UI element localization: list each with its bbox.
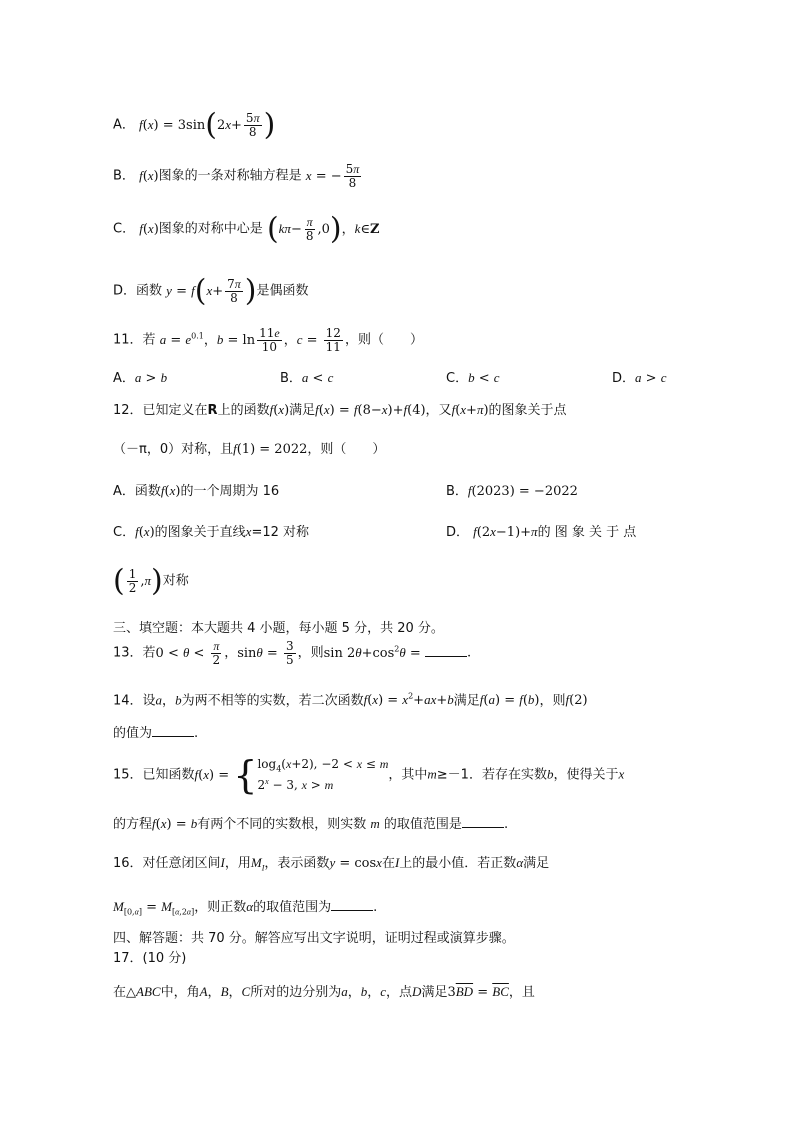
q10-a-formula: f(x) = 3sin(2x+ $\frac{5\pi}{8}$ ) xyxy=(139,107,276,142)
q15-stem-line1 xyxy=(113,753,625,798)
q11-opt-d-label: D． xyxy=(612,371,636,386)
q12-opt-d xyxy=(446,524,636,541)
q14-text2: 满足 xyxy=(453,693,480,709)
q11-formula: $a = e^{0.1}$，b = ln $\frac{11e}{10}$ ，c = $\frac{12}{11}$ xyxy=(159,326,341,354)
q16-answer-blank[interactable] xyxy=(331,898,373,911)
q17-text5: 满足 xyxy=(421,985,448,1000)
q17-A: A xyxy=(199,984,208,999)
q17-text1: 在 xyxy=(113,985,127,1000)
q12-f1: f(1) = 2022 xyxy=(233,441,308,457)
q16-stem-line1: 16．对任意闭区间I，用$M_I$，表示函数y = cosx在I上的最小值．若正数α满足 xyxy=(113,855,550,873)
q14-f2: f(2) xyxy=(565,692,588,709)
q13-answer-blank[interactable] xyxy=(425,644,467,657)
q13-expr: $\sin 2\theta+\cos^2\theta$ = xyxy=(323,644,425,661)
q12-opt-b xyxy=(446,483,578,500)
q17-text4: ，点 xyxy=(386,985,413,1000)
q10-b-label: B． xyxy=(113,168,135,184)
q15-x: x xyxy=(618,766,625,782)
q14-a: a xyxy=(155,692,163,708)
q14-line2b: . xyxy=(194,726,199,741)
q11-lead: 11．若 xyxy=(113,332,156,348)
section-3-heading: 三、填空题：本大题共 4 小题，每小题 5 分，共 20 分。 xyxy=(113,621,444,636)
q17-text2: 中，角 xyxy=(160,985,200,1000)
q17-D: D xyxy=(412,984,422,999)
q14-fx: $f(x) = x^2+ax+b$ xyxy=(363,692,454,709)
q11-opt-a-label: A． xyxy=(113,371,135,386)
q10-option-c xyxy=(113,211,380,246)
q15-line2c: 的取值范围是 xyxy=(383,817,462,832)
q10-c-fx: f(x) xyxy=(139,220,159,237)
q11-opt-d: D．a > c xyxy=(612,370,667,386)
q12-opt-c-x: x xyxy=(245,524,252,539)
q12-opt-d-text: 的 图 象 关 于 点 xyxy=(537,525,637,540)
q10-a-label: A． xyxy=(113,117,135,133)
q12-fx: f(x) xyxy=(269,402,290,418)
q16-cond: $M_{[0,\alpha]} = M_{[\alpha,2\alpha]}$ xyxy=(113,899,195,917)
q16-alpha: α xyxy=(516,855,524,870)
q12-opt-d-label: D． xyxy=(446,525,470,540)
q11-opt-c-label: C． xyxy=(446,371,469,386)
q16-line2b: 的取值范围为 xyxy=(253,900,332,915)
q17-c: c xyxy=(380,984,387,999)
q17-b: b xyxy=(360,984,368,999)
q11-opt-b: B．a < c xyxy=(280,370,334,386)
q15-piecewise: $\log_4(x+2)$, −2 < x ≤ m $2^x - 3$, x > m xyxy=(257,757,389,793)
q15-fx: f(x) = xyxy=(194,766,234,783)
q12-opt-c-fx: f(x) xyxy=(135,524,155,540)
q16-stem-line2: $M_{[0,\alpha]} = M_{[\alpha,2\alpha]}$，则正数α的取值范围为 . xyxy=(113,899,378,917)
q17-vector-eq: $3\overline{BD} = \overline{BC}$ xyxy=(447,984,509,1000)
q16-text2: ，表示函数 xyxy=(264,856,330,871)
q17-triangle: △ABC xyxy=(126,984,161,999)
q12-stem-line1 xyxy=(113,402,567,419)
q10-option-b xyxy=(113,163,363,189)
q12-opt-a-text: 的一个周期为 16 xyxy=(180,484,280,499)
q12-opt-d-formula: f(2x−1)+π xyxy=(473,524,538,540)
q14-text1: 为两不相等的实数，若二次函数 xyxy=(181,693,364,709)
q13-lead: 13．若 xyxy=(113,645,156,661)
q12-text-f: 的图象关于点 xyxy=(488,403,567,418)
q10-b-fx: f(x) xyxy=(139,167,159,184)
q12-stem-line2 xyxy=(113,441,385,458)
q12-opt-a-fx: f(x) xyxy=(160,483,181,499)
q13-sin: sinθ = $\frac{3}{5}$ xyxy=(237,639,294,667)
q10-c-label: C． xyxy=(113,221,136,237)
q12-fxpi: f(x+π) xyxy=(451,402,489,418)
q14-text3: ，则 xyxy=(539,693,566,709)
q17-C: C xyxy=(241,984,251,999)
q11-opt-c: C．b < c xyxy=(446,370,500,386)
q16-I: I xyxy=(220,855,225,870)
q11-stem xyxy=(113,327,423,353)
q12-text-e: ，又 xyxy=(425,403,452,418)
q17-header: 17．(10 分) xyxy=(113,951,187,966)
q12-line2-b: ，则（ ） xyxy=(307,442,386,457)
q10-c-text: 图象的对称中心是 xyxy=(158,221,263,237)
q10-b-formula: x = − $\frac{5\pi}{8}$ xyxy=(305,162,360,190)
q12-text-c: 上的函数 xyxy=(217,403,270,418)
q15-tail2: ，使得关于 xyxy=(553,767,619,783)
q16-text4: 上的最小值．若正数 xyxy=(399,856,517,871)
q16-text1: ，用 xyxy=(224,856,251,871)
q10-d-tail: 是偶函数 xyxy=(256,283,309,299)
q10-d-formula: y = f(x+ $\frac{7\pi}{8}$ ) xyxy=(166,273,257,308)
q11-opt-b-label: B． xyxy=(280,371,302,386)
q14-b: b xyxy=(175,692,182,708)
q12-opt-b-formula: f(2023) = −2022 xyxy=(467,483,578,499)
q17-B: B xyxy=(220,984,229,999)
q12-opt-a xyxy=(113,483,279,500)
q16-lead: 16．对任意闭区间 xyxy=(113,856,221,871)
q15-lead: 15．已知函数 xyxy=(113,767,195,783)
q13-stem xyxy=(113,640,471,666)
q13-end: . xyxy=(466,645,472,661)
q17-a: a xyxy=(341,984,348,999)
q12-opt-c-tail: =12 对称 xyxy=(251,525,310,540)
q14-line2a: 的值为 xyxy=(113,726,153,741)
q16-text3: 在 xyxy=(381,856,395,871)
q10-b-text: 图象的一条对称轴方程是 xyxy=(158,168,302,184)
q10-d-label: D．函数 xyxy=(113,283,163,299)
q14-answer-blank[interactable] xyxy=(152,724,194,737)
q15-line2b: 有两个不同的实数根，则实数 xyxy=(197,817,367,832)
q16-MI: $M_I$ xyxy=(250,855,265,873)
q10-c-formula: (kπ− $\frac{\pi}{8}$ ,0)，k∈Z xyxy=(266,211,380,246)
q10-option-d xyxy=(113,273,309,308)
q15-b: b xyxy=(546,766,554,782)
q12-opt-d-cont xyxy=(113,563,189,598)
q12-opt-b-label: B． xyxy=(446,484,468,499)
q13-range: 0 < θ < $\frac{\pi}{2}$ xyxy=(155,639,221,667)
q12-R: R xyxy=(207,403,218,418)
q12-cont-text: 对称 xyxy=(162,573,189,589)
q16-text5: 满足 xyxy=(523,856,550,871)
q15-m: m xyxy=(427,766,437,782)
q15-stem-line2: 的方程f(x) = b有两个不同的实数根，则实数 m 的取值范围是 . xyxy=(113,816,509,832)
q12-lead: 12．已知定义在 xyxy=(113,403,208,418)
q12-opt-a-label: A．函数 xyxy=(113,484,161,499)
q15-cond: ≥－1．若存在实数 xyxy=(436,767,547,783)
q12-point: ( $\frac{1}{2}$ ,π) xyxy=(113,563,163,598)
q16-line2a: ，则正数 xyxy=(194,900,247,915)
q14-stem-line1 xyxy=(113,692,588,709)
q13-mid: ， xyxy=(224,645,238,661)
q11-tail: ，则（ ） xyxy=(344,332,423,348)
q12-opt-c xyxy=(113,524,309,541)
q10-option-a xyxy=(113,107,276,142)
q12-eq: f(x) = f(8−x)+f(4) xyxy=(315,402,426,418)
q12-line2-a: （－π，0）对称，且 xyxy=(113,442,234,457)
q15-eq: f(x) = b xyxy=(152,816,198,832)
q17-text6: ，且 xyxy=(508,985,535,1000)
q15-tail1: ，其中 xyxy=(388,767,428,783)
q16-line2c: . xyxy=(373,900,378,915)
section-4-heading: 四、解答题：共 70 分。解答应写出文字说明，证明过程或演算步骤。 xyxy=(113,931,515,946)
q11-opt-a: A．a > b xyxy=(113,370,168,386)
q17-text3: 所对的边分别为 xyxy=(250,985,342,1000)
q14-lead: 14．设 xyxy=(113,693,156,709)
q12-opt-c-label: C． xyxy=(113,525,136,540)
q13-tail: ，则 xyxy=(297,645,324,661)
q15-line2d: . xyxy=(503,817,509,832)
q14-sep: ， xyxy=(162,693,176,709)
q15-line2a: 的方程 xyxy=(113,817,153,832)
q15-brace: { xyxy=(233,753,258,798)
q15-answer-blank[interactable] xyxy=(462,815,504,828)
q16-cos: y = cosx xyxy=(329,855,382,871)
q12-text-d: 满足 xyxy=(289,403,316,418)
q17-stem: 在△ABC中，角A，B，C所对的边分别为a，b，c，点D满足$3\overline{BD} = \overline{BC}$，且 xyxy=(113,984,535,1000)
q12-opt-c-text: 的图象关于直线 xyxy=(154,525,246,540)
q14-stem-line2 xyxy=(113,724,198,742)
q14-cond: f(a) = f(b) xyxy=(479,692,540,709)
